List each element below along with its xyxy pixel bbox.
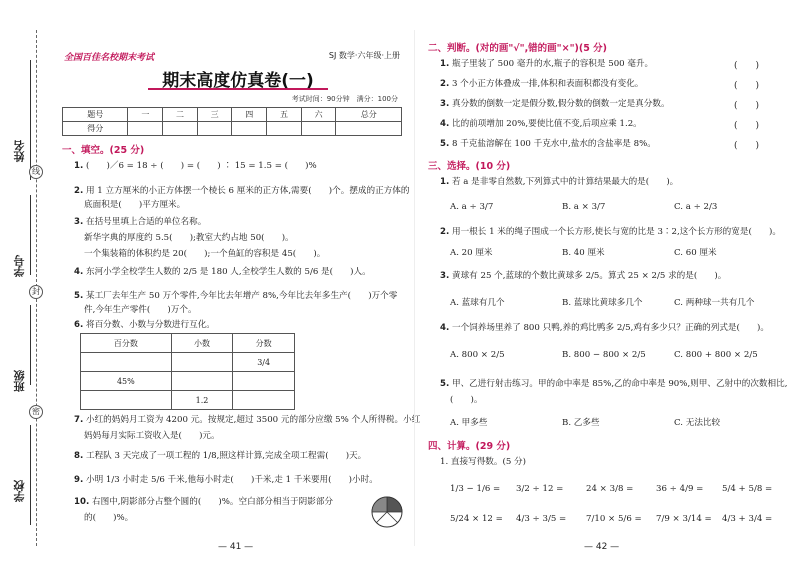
score-cell: 一	[128, 108, 163, 122]
calc-item: 7/9 × 3/14 =	[656, 514, 712, 524]
score-input-cell[interactable]	[336, 122, 402, 136]
judge-question	[440, 98, 670, 110]
answer-paren[interactable]: ( )	[734, 101, 760, 111]
fill-question	[74, 160, 317, 172]
fill-question-cont: 妈妈每月实际工资收入是( )元。	[84, 431, 220, 441]
conv-cell[interactable]	[81, 353, 172, 372]
q-text: 黄球有 25 个,蓝球的个数比黄球多 2/5。算式 25 × 2/5 求的是( )。	[451, 271, 727, 281]
score-input-cell[interactable]	[163, 122, 198, 136]
score-input-cell[interactable]	[267, 122, 302, 136]
q-text: 3 个小正方体叠成一排,体积和表面积都没有变化。	[451, 79, 644, 89]
score-cell: 总分	[336, 108, 402, 122]
page-number-left: — 41 —	[218, 542, 254, 552]
conversion-table	[80, 333, 295, 410]
q-text: 工程队 3 天完成了一项工程的 1/8,照这样计算,完成全项工程需( )天。	[85, 451, 367, 461]
answer-paren[interactable]: ( )	[734, 141, 760, 151]
judge-question	[440, 58, 653, 70]
q-num: 1.	[440, 177, 450, 187]
score-row-header	[63, 108, 402, 122]
calc-item: 5/24 × 12 =	[450, 514, 503, 524]
q-text: 用 1 立方厘米的小正方体摆一个棱长 6 厘米的正方体,需要( )个。摆成的正方体的	[85, 186, 410, 196]
section-fill-heading: 一、填空。(25 分)	[62, 145, 145, 156]
score-cell: 二	[163, 108, 198, 122]
score-cell: 五	[267, 108, 302, 122]
option-b[interactable]: B. 蓝球比黄球多几个	[562, 298, 643, 308]
option-a[interactable]: A. 800 × 2/5	[450, 350, 505, 360]
score-cell: 题号	[63, 108, 128, 122]
q-text: 甲、乙进行射击练习。甲的命中率是 85%,乙的命中率是 90%,则甲、乙射中的次数相比,	[451, 379, 788, 389]
option-a[interactable]: A. 甲多些	[450, 418, 488, 428]
fill-question	[74, 185, 409, 197]
exam-meta: 考试时间：90分钟 满分：100分	[291, 95, 398, 103]
conv-row	[81, 372, 295, 391]
calc-item: 24 × 3/8 =	[586, 484, 634, 494]
conv-header: 分数	[233, 334, 295, 353]
class-label: 班级	[13, 370, 26, 392]
tight-mark: 密	[29, 405, 43, 419]
id-label: 学号	[13, 255, 26, 277]
calc-item: 36 ÷ 4/9 =	[656, 484, 704, 494]
q-num: 9.	[74, 475, 84, 485]
conv-cell: 3/4	[233, 353, 295, 372]
page-divider	[414, 30, 415, 546]
calc-item: 1/3 − 1/6 =	[450, 484, 501, 494]
q-num: 8.	[74, 451, 84, 461]
choice-question	[440, 322, 769, 334]
conv-cell[interactable]	[171, 353, 233, 372]
option-b[interactable]: B. a × 3/7	[562, 202, 606, 212]
option-a[interactable]: A. a ÷ 3/7	[450, 202, 494, 212]
score-input-cell[interactable]	[128, 122, 163, 136]
fill-question	[74, 474, 378, 486]
conv-row	[81, 391, 295, 410]
brand-label: 全国百佳名校期末考试	[64, 53, 155, 63]
q-text: 若 a 是非零自然数,下列算式中的计算结果最大的是( )。	[451, 177, 679, 187]
score-input-cell[interactable]	[301, 122, 336, 136]
q-num: 5.	[440, 379, 450, 389]
q-text: ( )／6 = 18 ÷ ( ) = ( ) ∶ 15 = 1.5 = ( )%	[85, 161, 317, 171]
id-underline	[30, 195, 31, 275]
score-cell: 六	[301, 108, 336, 122]
q-num: 7.	[74, 415, 84, 425]
choice-question-cont: ( )。	[450, 395, 483, 405]
fill-question	[74, 290, 397, 302]
option-c[interactable]: C. a ÷ 2/3	[674, 202, 718, 212]
school-underline	[30, 425, 31, 525]
fill-question-cont: 件,今年生产零件( )万个。	[84, 305, 197, 315]
name-underline	[30, 60, 31, 180]
q-text: 将百分数、小数与分数进行互化。	[85, 320, 215, 330]
section-choice-heading: 三、选择。(10 分)	[428, 161, 511, 172]
q-num: 5.	[74, 291, 84, 301]
conv-cell: 45%	[81, 372, 172, 391]
fill-question	[74, 266, 371, 278]
option-a[interactable]: A. 蓝球有几个	[450, 298, 505, 308]
option-b[interactable]: B. 40 厘米	[562, 248, 605, 258]
q-text: 在括号里填上合适的单位名称。	[85, 217, 207, 227]
q-num: 1.	[440, 59, 450, 69]
q-num: 10.	[74, 497, 90, 507]
class-underline	[30, 305, 31, 385]
conv-cell[interactable]	[233, 391, 295, 410]
q-num: 3.	[74, 217, 84, 227]
line-mark: 线	[29, 165, 43, 179]
exam-title: 期末高度仿真卷(一)	[148, 66, 328, 90]
conv-cell[interactable]	[171, 372, 233, 391]
calc-question-title: 1. 直接写得数。(5 分)	[440, 457, 526, 467]
q-text: 小红的妈妈月工资为 4200 元。按规定,超过 3500 元的部分应缴 5% 个人所得税。小红	[85, 415, 421, 425]
answer-paren[interactable]: ( )	[734, 121, 760, 131]
shaded-circle-figure	[370, 495, 404, 529]
conv-row	[81, 353, 295, 372]
option-c[interactable]: C. 两种球一共有几个	[674, 298, 755, 308]
fill-question	[74, 496, 333, 508]
option-b[interactable]: B. 800 − 800 × 2/5	[562, 350, 646, 360]
q-num: 1.	[74, 161, 84, 171]
q-text: 8 千克盐溶解在 100 千克水中,盐水的含盐率是 8%。	[451, 139, 656, 149]
q-num: 2.	[74, 186, 84, 196]
q-num: 4.	[440, 119, 450, 129]
section-calc-heading: 四、计算。(29 分)	[428, 441, 511, 452]
score-cell: 三	[197, 108, 232, 122]
left-page	[58, 0, 421, 566]
choice-question	[440, 176, 678, 188]
score-row-values	[63, 122, 402, 136]
conv-cell[interactable]	[233, 372, 295, 391]
q-text: 比的前项增加 20%,要使比值不变,后项应乘 1.2。	[451, 119, 642, 129]
conv-cell[interactable]	[81, 391, 172, 410]
q-num: 2.	[440, 79, 450, 89]
option-c[interactable]: C. 无法比较	[674, 418, 721, 428]
q-num: 5.	[440, 139, 450, 149]
calc-item: 3/2 ÷ 12 =	[516, 484, 564, 494]
option-a[interactable]: A. 20 厘米	[450, 248, 493, 258]
score-cell: 得分	[63, 122, 128, 136]
binding-margin	[0, 0, 52, 566]
judge-question	[440, 78, 643, 90]
q-num: 6.	[74, 320, 84, 330]
choice-question	[440, 226, 781, 238]
calc-item: 7/10 × 5/6 =	[586, 514, 642, 524]
answer-paren[interactable]: ( )	[734, 81, 760, 91]
seal-mark: 封	[29, 285, 43, 299]
q-text: 一个饲养场里养了 800 只鸭,养的鸡比鸭多 2/5,鸡有多少只？正确的列式是( )。	[451, 323, 769, 333]
fill-question	[74, 450, 366, 462]
conv-header: 小数	[171, 334, 233, 353]
option-c[interactable]: C. 60 厘米	[674, 248, 717, 258]
conv-cell: 1.2	[171, 391, 233, 410]
series-label: SJ 数学·六年级·上册	[328, 51, 400, 60]
option-c[interactable]: C. 800 + 800 × 2/5	[674, 350, 758, 360]
page-number-right: — 42 —	[584, 542, 620, 552]
score-cell: 四	[232, 108, 267, 122]
q-text: 瓶子里装了 500 毫升的水,瓶子的容积是 500 毫升。	[451, 59, 654, 69]
q-text: 真分数的倒数一定是假分数,假分数的倒数一定是真分数。	[451, 99, 670, 109]
option-b[interactable]: B. 乙多些	[562, 418, 600, 428]
q-text: 用一根长 1 米的绳子围成一个长方形,使长与宽的比是 3∶2,这个长方形的宽是( )。	[451, 227, 781, 237]
fill-question-cont: 底面积是( )平方厘米。	[84, 200, 186, 210]
calc-item: 4/3 ÷ 3/5 =	[516, 514, 567, 524]
answer-paren[interactable]: ( )	[734, 61, 760, 71]
choice-question	[440, 378, 787, 390]
fill-question-cont: 的( )%。	[84, 513, 134, 523]
q-num: 3.	[440, 99, 450, 109]
conv-header: 百分数	[81, 334, 172, 353]
score-input-cell[interactable]	[232, 122, 267, 136]
judge-question	[440, 138, 656, 150]
score-table	[62, 107, 402, 136]
score-input-cell[interactable]	[197, 122, 232, 136]
q-num: 2.	[440, 227, 450, 237]
conv-header-row	[81, 334, 295, 353]
choice-question	[440, 270, 726, 282]
q-text: 某工厂去年生产 50 万个零件,今年比去年增产 8%,今年比去年多生产( )万个零	[85, 291, 398, 301]
section-judge-heading: 二、判断。(对的画"√",错的画"×")(5 分)	[428, 43, 607, 54]
fill-question-cont: 新华字典的厚度约 5.5( );教室大约占地 50( )。	[84, 233, 294, 243]
fill-question	[74, 216, 206, 228]
judge-question	[440, 118, 642, 130]
right-page	[424, 0, 790, 566]
q-num: 3.	[440, 271, 450, 281]
q-text: 东河小学全校学生人数的 2/5 是 180 人,全校学生人数的 5/6 是( )人。	[85, 267, 371, 277]
calc-item: 5/4 + 5/8 =	[722, 484, 773, 494]
school-label: 学校	[13, 480, 26, 502]
calc-item: 4/3 + 3/4 =	[722, 514, 773, 524]
q-text: 右图中,阴影部分占整个圆的( )%。空白部分相当于阴影部分	[91, 497, 334, 507]
q-num: 4.	[74, 267, 84, 277]
fill-question	[74, 319, 215, 331]
fill-question-cont: 一个集装箱的体积约是 20( );一个鱼缸的容积是 45( )。	[84, 249, 326, 259]
q-text: 小明 1/3 小时走 5/6 千米,他每小时走( )千米,走 1 千米要用( )小时。	[85, 475, 378, 485]
q-num: 4.	[440, 323, 450, 333]
name-label: 姓名	[13, 140, 26, 162]
fill-question	[74, 414, 420, 426]
